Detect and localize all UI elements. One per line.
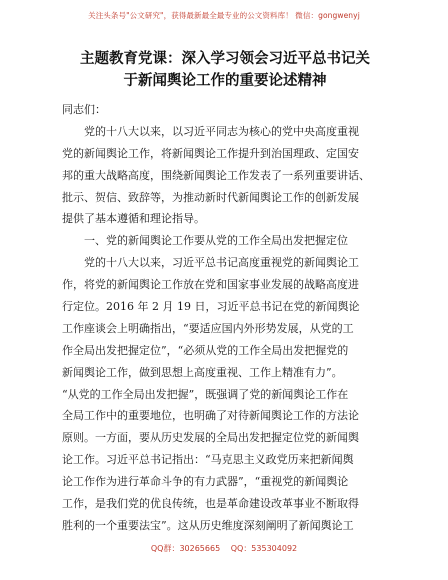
salutation: 同志们： xyxy=(62,103,106,116)
body-line: 作，将党的新闻舆论工作放在党和国家事业发展的战略高度进 xyxy=(62,278,359,292)
title-line-2: 于新闻舆论工作的重要论述精神 xyxy=(123,73,327,89)
body-line: 批示、贺信、致辞等，为推动新时代新闻舆论工作的创新发展 xyxy=(62,190,359,204)
footer-qq-group: QQ群：30265665 xyxy=(150,544,221,553)
title-line-1: 主题教育党课：深入学习领会习近平总书记关 xyxy=(80,51,370,67)
body-line: 论工作作为进行革命斗争的有力武器”，“重视党的新闻舆论 xyxy=(62,475,349,489)
body-line: 全局工作中的重要地位，也明确了对待新闻舆论工作的方法论 xyxy=(62,409,359,423)
document-body xyxy=(62,99,392,537)
body-line: 胜利的一个重要法宝”。这从历史维度深刻阐明了新闻舆论工 xyxy=(62,518,354,532)
body-line: 工作，是我们党的优良传统，也是革命建设改革事业不断取得 xyxy=(62,497,359,511)
body-line: 行定位。2016 年 2 月 19 日，习近平总书记在党的新闻舆论 xyxy=(62,300,360,314)
footer-qq: QQ：535304092 xyxy=(230,544,298,553)
body-line: 工作座谈会上明确指出，“要适应国内外形势发展，从党的工 xyxy=(62,321,354,335)
footer-contact xyxy=(0,543,448,554)
body-line: 新闻舆论工作，做到思想上高度重视、工作上精准有力”。 xyxy=(62,365,343,379)
body-line: 原则。一方面，要从历史发展的全局出发把握定位党的新闻舆 xyxy=(62,431,359,445)
document-title xyxy=(60,48,390,92)
body-line: 党的十八大以来，以习近平同志为核心的党中央高度重视 xyxy=(84,124,359,138)
body-line: 党的新闻舆论工作，将新闻舆论工作提升到治国理政、定国安 xyxy=(62,146,359,160)
section-heading: 一、党的新闻舆论工作要从党的工作全局出发把握定位 xyxy=(84,234,348,248)
header-banner: 关注头条号"公文研究"，获得最新最全最专业的公文资料库！ 微信：gongwenyj xyxy=(88,11,360,20)
body-line: 邦的重大战略高度，围绕新闻舆论工作发表了一系列重要讲话、 xyxy=(62,168,370,182)
body-line: 提供了基本遵循和理论指导。 xyxy=(62,212,205,226)
body-line: 论工作。习近平总书记指出：“马克思主义政党历来把新闻舆 xyxy=(62,453,354,467)
body-line: “从党的工作全局出发把握”，既强调了党的新闻舆论工作在 xyxy=(62,387,349,401)
body-line: 党的十八大以来，习近平总书记高度重视党的新闻舆论工 xyxy=(84,256,359,270)
body-line: 作全局出发把握定位”，“必须从党的工作全局出发把握党的 xyxy=(62,343,349,357)
